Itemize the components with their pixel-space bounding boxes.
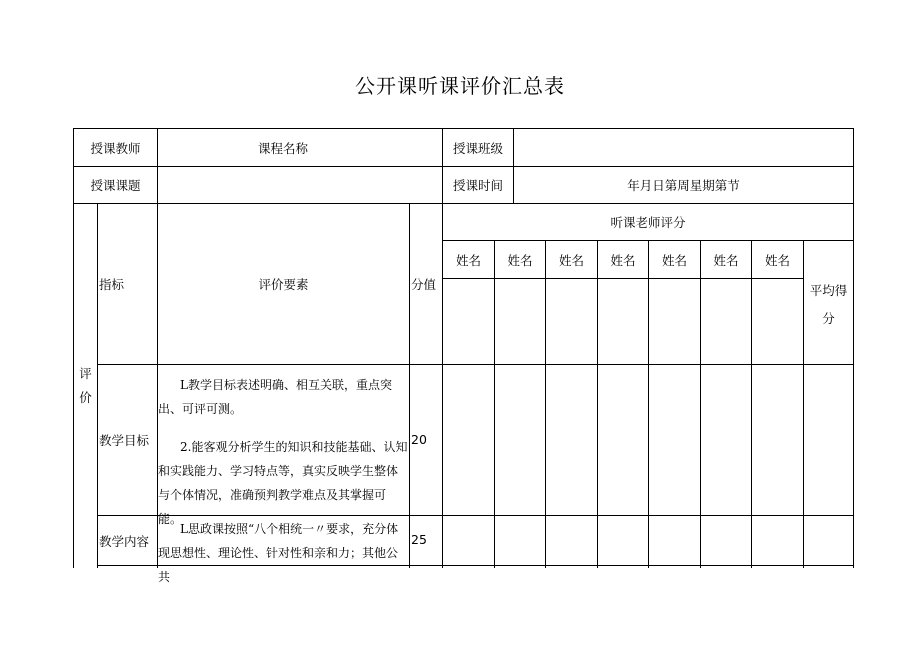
indicator-cell: 教学内容 <box>99 534 150 549</box>
name-header: 姓名 <box>558 252 584 268</box>
page-title: 公开课听课评价汇总表 <box>355 74 565 98</box>
average-score-header-2: 分 <box>822 311 835 326</box>
element-point: L思政课按照“八个相统一〃要求，充分体现思想性、理论性、针对性和亲和力；其他公共 <box>158 522 399 584</box>
score-cell: 20 <box>411 432 427 447</box>
name-header: 姓名 <box>713 252 739 268</box>
name-header: 姓名 <box>764 252 790 268</box>
elements-header: 评价要素 <box>258 277 309 292</box>
name-header: 姓名 <box>455 252 481 268</box>
time-value: 年月日第周星期第节 <box>627 178 740 193</box>
element-point: L教学目标表述明确、相互关联，重点突出、可评可测。 <box>158 378 392 416</box>
elements-cell <box>158 517 409 584</box>
side-label-ping: 评 <box>79 366 92 381</box>
average-score-header-1: 平均得 <box>809 283 848 298</box>
name-header: 姓名 <box>610 252 636 268</box>
indicator-header: 指标 <box>99 277 125 292</box>
time-label: 授课时间 <box>452 178 503 193</box>
side-label-jia: 价 <box>79 390 92 405</box>
listeners-header: 听课老师评分 <box>610 215 686 230</box>
course-name-label: 课程名称 <box>257 140 308 156</box>
name-header: 姓名 <box>507 252 533 268</box>
score-header: 分值 <box>411 277 437 292</box>
score-cell: 25 <box>411 532 427 547</box>
topic-label: 授课课题 <box>90 178 141 193</box>
element-point: 2.能客观分析学生的知识和技能基础、认知和实践能力、学习特点等，真实反映学生整体与个体情况，准确预判教学难点及其掌握可能。 <box>158 440 408 526</box>
class-label: 授课班级 <box>452 140 503 156</box>
indicator-cell: 教学目标 <box>99 433 150 448</box>
teacher-label: 授课教师 <box>90 140 141 156</box>
name-header: 姓名 <box>661 252 687 268</box>
elements-cell <box>158 373 409 526</box>
